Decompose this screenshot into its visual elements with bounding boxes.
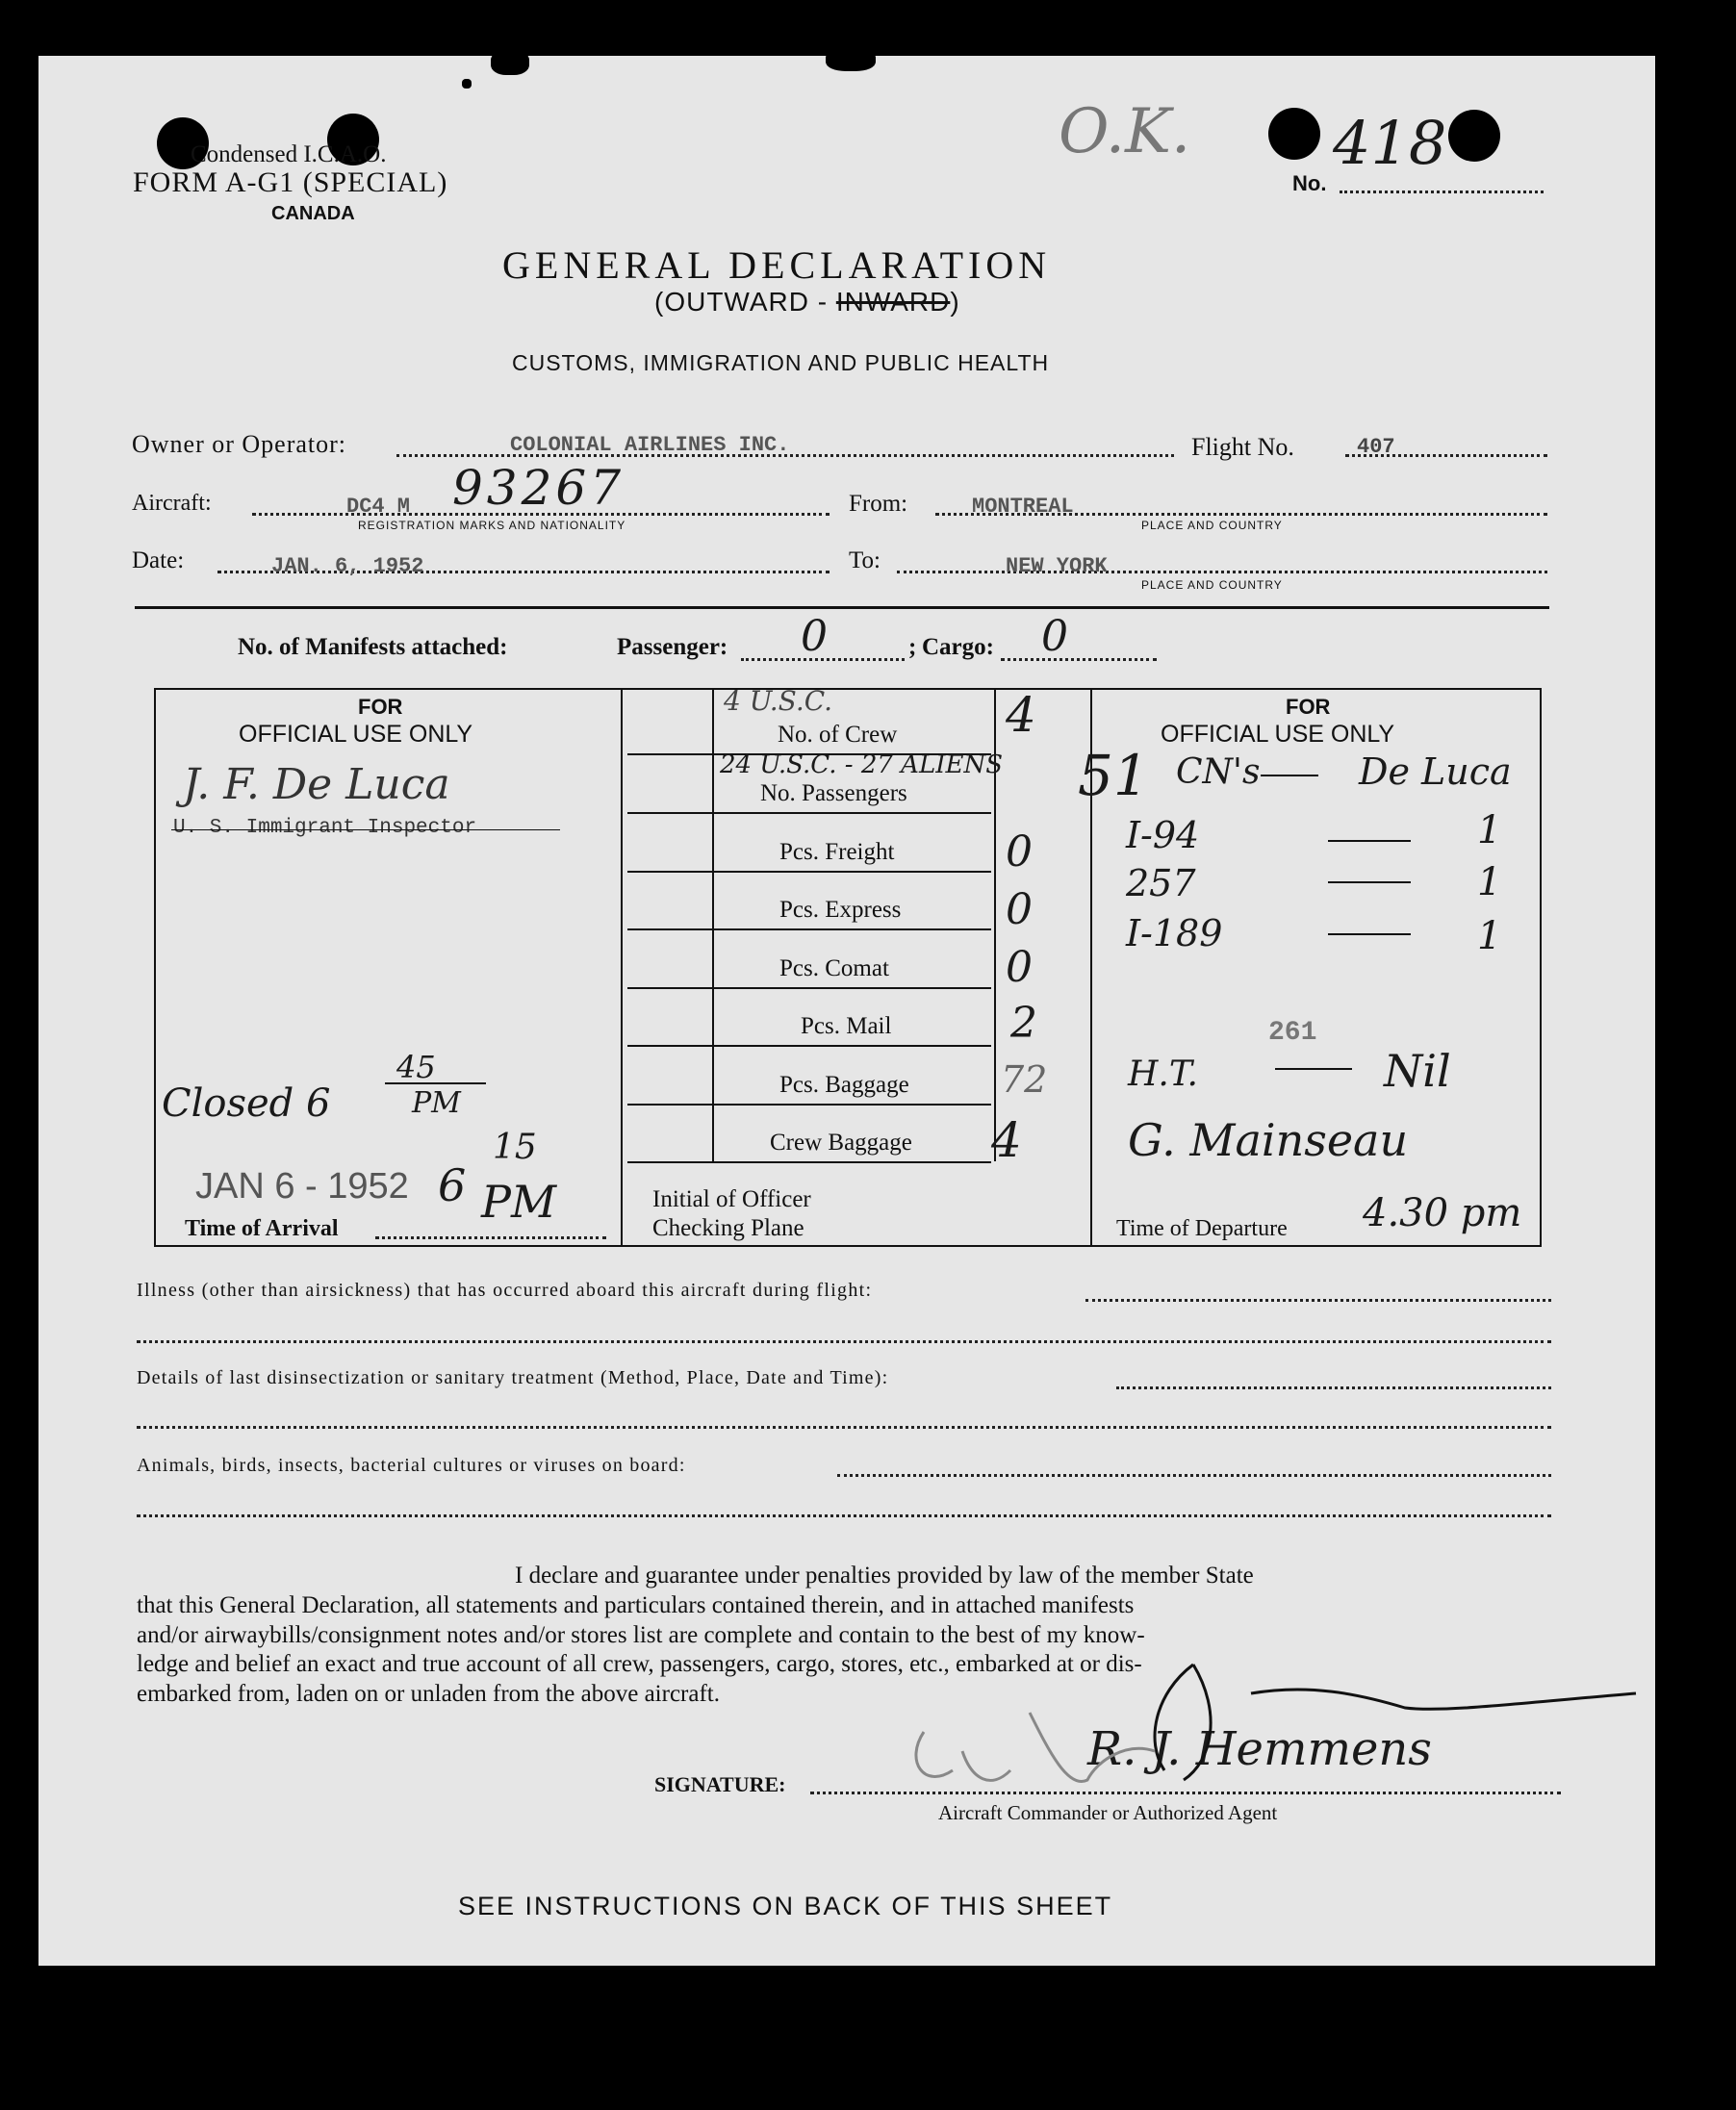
- form-no-value: 418: [1333, 108, 1447, 178]
- registration-caption: REGISTRATION MARKS AND NATIONALITY: [358, 519, 626, 532]
- right-note-dash: [1328, 881, 1411, 883]
- row-label-baggage: Pcs. Baggage: [779, 1072, 909, 1098]
- right-note-i94: I-94: [1126, 814, 1200, 856]
- arrival-hand-hour: 6: [438, 1159, 467, 1211]
- left-official-head-1: FOR: [358, 695, 403, 719]
- illness-line-1: [1085, 1299, 1551, 1302]
- signature-label: SIGNATURE:: [654, 1772, 786, 1796]
- row-value-baggage: 72: [1001, 1058, 1048, 1101]
- crew-note: 4 U.S.C.: [724, 685, 833, 717]
- row-label-express: Pcs. Express: [779, 897, 902, 923]
- to-line: [897, 571, 1547, 573]
- flight-label: Flight No.: [1191, 433, 1294, 461]
- signature-handwritten: R. J. Hemmens: [1087, 1722, 1432, 1776]
- right-official-head-2: OFFICIAL USE ONLY: [1161, 721, 1395, 748]
- row-line: [627, 928, 991, 930]
- right-note-i94-count: 1: [1477, 808, 1502, 852]
- to-caption: PLACE AND COUNTRY: [1141, 578, 1283, 592]
- punch-hole-right-1: [1268, 108, 1320, 160]
- time-arrival-label: Time of Arrival: [185, 1216, 339, 1241]
- ht-label: H.T.: [1128, 1055, 1199, 1094]
- aircraft-label: Aircraft:: [132, 491, 212, 516]
- declaration-line-1: I declare and guarantee under penalties provided by law of the member State: [515, 1563, 1254, 1589]
- arrival-hand-minute: 15: [493, 1128, 537, 1167]
- row-label-passengers: No. Passengers: [760, 780, 907, 806]
- closed-note: Closed 6: [162, 1081, 331, 1126]
- owner-label: Owner or Operator:: [132, 430, 347, 458]
- ht-number: 261: [1268, 1018, 1317, 1048]
- right-note-i189-count: 1: [1477, 914, 1502, 958]
- signature-scrawl: [905, 1655, 1646, 1799]
- row-line: [627, 1104, 991, 1106]
- illness-label: Illness (other than airsickness) that has occurred aboard this aircraft during flight:: [137, 1280, 873, 1301]
- cargo-label: Cargo:: [922, 634, 994, 660]
- row-label-freight: Pcs. Freight: [779, 839, 895, 865]
- table-col-divider-1: [621, 688, 623, 1245]
- passengers-note: 24 U.S.C. - 27 ALIENS: [720, 750, 1004, 779]
- right-note-dash: [1328, 840, 1411, 842]
- row-line: [627, 987, 991, 989]
- punch-hole-right-2: [1448, 110, 1500, 162]
- passenger-value: 0: [801, 612, 828, 661]
- row-label-crew-baggage: Crew Baggage: [770, 1130, 912, 1156]
- row-line: [627, 1161, 991, 1163]
- direction-close: ): [950, 287, 960, 317]
- row-value-passengers: 51: [1078, 743, 1149, 808]
- stamp-strike: [171, 829, 560, 830]
- left-official-head-2: OFFICIAL USE ONLY: [239, 721, 473, 748]
- to-label: To:: [849, 547, 881, 573]
- time-departure-value: 4.30 pm: [1363, 1191, 1522, 1235]
- table-col-divider-2: [712, 688, 714, 1161]
- time-arrival-line: [375, 1236, 606, 1239]
- form-subtitle: CUSTOMS, IMMIGRATION AND PUBLIC HEALTH: [512, 350, 1050, 375]
- cargo-separator: ;: [908, 634, 917, 660]
- row-value-mail: 2: [1010, 999, 1037, 1048]
- row-label-comat: Pcs. Comat: [779, 955, 889, 981]
- animals-line-2: [137, 1514, 1551, 1517]
- declaration-line-4: ledge and belief an exact and true account of all crew, passengers, cargo, stores, etc., embarked at or dis-: [137, 1651, 1142, 1677]
- direction-outward: (OUTWARD -: [654, 287, 829, 317]
- manifests-label: No. of Manifests attached:: [238, 634, 508, 660]
- form-title: GENERAL DECLARATION: [502, 243, 1052, 287]
- initial-officer-label-2: Checking Plane: [652, 1215, 804, 1241]
- right-note-dash: [1261, 775, 1318, 776]
- illness-line-2: [137, 1340, 1551, 1343]
- disinsect-label: Details of last disinsectization or sanitary treatment (Method, Place, Date and Time):: [137, 1367, 889, 1388]
- table-top-border: [154, 688, 1542, 690]
- direction-inward: INWARD: [835, 287, 951, 317]
- ht-value: Nil: [1384, 1045, 1451, 1097]
- date-label: Date:: [132, 547, 185, 573]
- table-right-border: [1540, 688, 1542, 1245]
- right-note-deluca: De Luca: [1359, 750, 1512, 793]
- form-no-label: No.: [1292, 171, 1327, 195]
- closed-time-bar: [385, 1082, 486, 1084]
- divider: [135, 606, 1549, 609]
- right-official-head-1: FOR: [1286, 695, 1331, 719]
- right-officer-signature: G. Mainseau: [1128, 1114, 1409, 1166]
- form-direction: [654, 287, 960, 318]
- declaration-line-5: embarked from, laden on or unladen from the above aircraft.: [137, 1681, 720, 1707]
- aircraft-handwritten: 93267: [452, 460, 625, 516]
- right-note-257: 257: [1126, 862, 1196, 904]
- ink-blot: [826, 48, 876, 71]
- cargo-value: 0: [1041, 612, 1068, 661]
- signature-caption: Aircraft Commander or Authorized Agent: [938, 1801, 1278, 1824]
- row-value-express: 0: [1006, 885, 1033, 934]
- to-value: NEW YORK: [1006, 554, 1108, 578]
- left-official-stamp: U. S. Immigrant Inspector: [173, 817, 477, 839]
- form-header-line1: Condensed I.C.A.O.: [191, 141, 387, 167]
- row-value-freight: 0: [1006, 827, 1033, 877]
- declaration-line-3: and/or airwaybills/consignment notes and/or stores list are complete and contain to the best of my know-: [137, 1622, 1145, 1648]
- aircraft-value: DC4 M: [346, 495, 411, 519]
- row-line: [627, 871, 991, 873]
- from-label: From:: [849, 491, 908, 517]
- disinsect-line-2: [137, 1426, 1551, 1429]
- flight-value: 407: [1357, 435, 1395, 459]
- animals-line-1: [837, 1474, 1551, 1477]
- row-line: [627, 1045, 991, 1047]
- owner-value: COLONIAL AIRLINES INC.: [510, 433, 790, 457]
- row-value-comat: 0: [1006, 943, 1033, 992]
- form-no-line: [1340, 191, 1544, 193]
- ok-mark: O.K.: [1059, 96, 1191, 167]
- row-label-mail: Pcs. Mail: [801, 1013, 892, 1039]
- right-note-i189: I-189: [1126, 912, 1223, 954]
- row-label-crew: No. of Crew: [778, 722, 898, 748]
- initial-officer-label-1: Initial of Officer: [652, 1186, 811, 1212]
- table-bottom-border: [154, 1245, 1542, 1247]
- cargo-line: [1001, 658, 1157, 661]
- footer-instructions: SEE INSTRUCTIONS ON BACK OF THIS SHEET: [458, 1892, 1113, 1920]
- form-header-line2: FORM A-G1 (SPECIAL): [133, 166, 448, 198]
- right-note-257-count: 1: [1477, 860, 1502, 904]
- animals-label: Animals, birds, insects, bacterial cultures or viruses on board:: [137, 1455, 686, 1476]
- row-value-crew: 4: [1006, 687, 1036, 743]
- table-left-border: [154, 688, 156, 1245]
- closed-time-top: 45: [396, 1049, 436, 1085]
- from-caption: PLACE AND COUNTRY: [1141, 519, 1283, 532]
- time-departure-label: Time of Departure: [1116, 1216, 1288, 1241]
- passenger-label: Passenger:: [617, 634, 728, 660]
- arrival-stamp: JAN 6 - 1952: [195, 1166, 409, 1207]
- arrival-hand-pm: PM: [481, 1176, 557, 1228]
- disinsect-line-1: [1116, 1386, 1551, 1389]
- ht-dash: [1275, 1068, 1352, 1070]
- row-line: [627, 812, 991, 814]
- form-header-line3: CANADA: [271, 203, 355, 224]
- ink-blot: [462, 79, 472, 89]
- declaration-line-2: that this General Declaration, all statements and particulars contained therein, and in attached manifests: [137, 1592, 1135, 1618]
- row-value-crew-baggage: 4: [991, 1112, 1022, 1168]
- date-value: JAN. 6, 1952: [271, 554, 424, 578]
- left-official-signature: J. F. De Luca: [183, 760, 450, 809]
- from-value: MONTREAL: [972, 495, 1074, 519]
- right-note-dash: [1328, 933, 1411, 935]
- closed-time-bottom: PM: [412, 1086, 461, 1120]
- ink-blot: [491, 50, 529, 75]
- right-note-cns: CN's: [1176, 752, 1261, 792]
